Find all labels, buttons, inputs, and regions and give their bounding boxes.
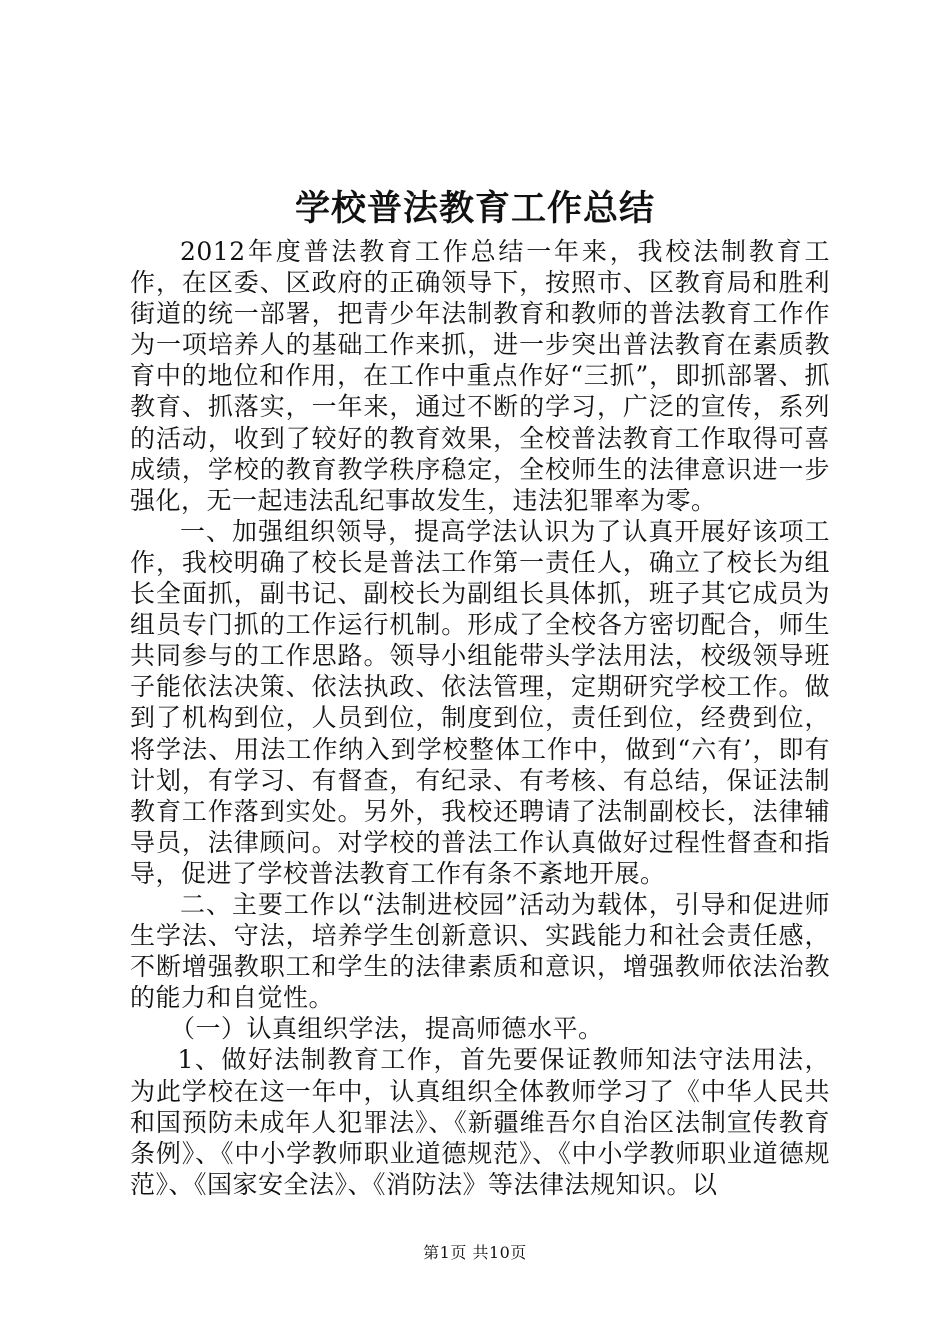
document-body [130, 236, 830, 1200]
paragraph-subsection-1: （一）认真组织学法，提高师德水平。 [170, 1014, 604, 1044]
paragraph-item-1: 1、做好法制教育工作，首先要保证教师知法守法用法，为此学校在这一年中，认真组织全体教师学习了《中华人民共和国预防未成年人犯罪法》、《新疆维吾尔自治区法制宣传教育条例》、《中小学教师职业道德规范》、《中小学教师职业道德规范》、《国家安全法》、《消防法》等法律法规知识。以 [130, 1045, 830, 1199]
paragraph-section-2: 二、主要工作以“法制进校园”活动为载体，引导和促进师生学法、守法，培养学生创新意识、实践能力和社会责任感，不断增强教职工和学生的法律素质和意识，增强教师依法治教的能力和自觉性。 [130, 889, 830, 1013]
page-number: 第1页 共10页 [423, 1243, 527, 1262]
paragraph-section-1: 一、加强组织领导，提高学法认识为了认真开展好该项工作，我校明确了校长是普法工作第一责任人，确立了校长为组长全面抓，副书记、副校长为副组长具体抓，班子其它成员为组员专门抓的工作运行机制。形成了全校各方密切配合，师生共同参与的工作思路。领导小组能带头学法用法，校级领导班子能依法决策、依法执政、依法管理，定期研究学校工作。做到了机构到位，人员到位，制度到位，责任到位，经费到位，将学法、用法工作纳入到学校整体工作中，做到“六有’，即有计划，有学习、有督查，有纪录、有考核、有总结，保证法制教育工作落到实处。另外，我校还聘请了法制副校长，法律辅导员，法律顾问。对学校的普法工作认真做好过程性督查和指导，促进了学校普法教育工作有条不紊地开展。 [130, 516, 830, 888]
document-title: 学校普法教育工作总结 [294, 188, 655, 229]
paragraph-intro: 2012年度普法教育工作总结一年来，我校法制教育工作，在区委、区政府的正确领导下，按照市、区教育局和胜利街道的统一部署，把青少年法制教育和教师的普法教育工作作为一项培养人的基础工作来抓，进一步突出普法教育在素质教育中的地位和作用，在工作中重点作好“三抓”，即抓部署、抓教育、抓落实，一年来，通过不断的学习，广泛的宣传，系列的活动，收到了较好的教育效果，全校普法教育工作取得可喜成绩，学校的教育教学秩序稳定，全校师生的法律意识进一步强化，无一起违法乱纪事故发生，违法犯罪率为零。 [130, 237, 830, 515]
